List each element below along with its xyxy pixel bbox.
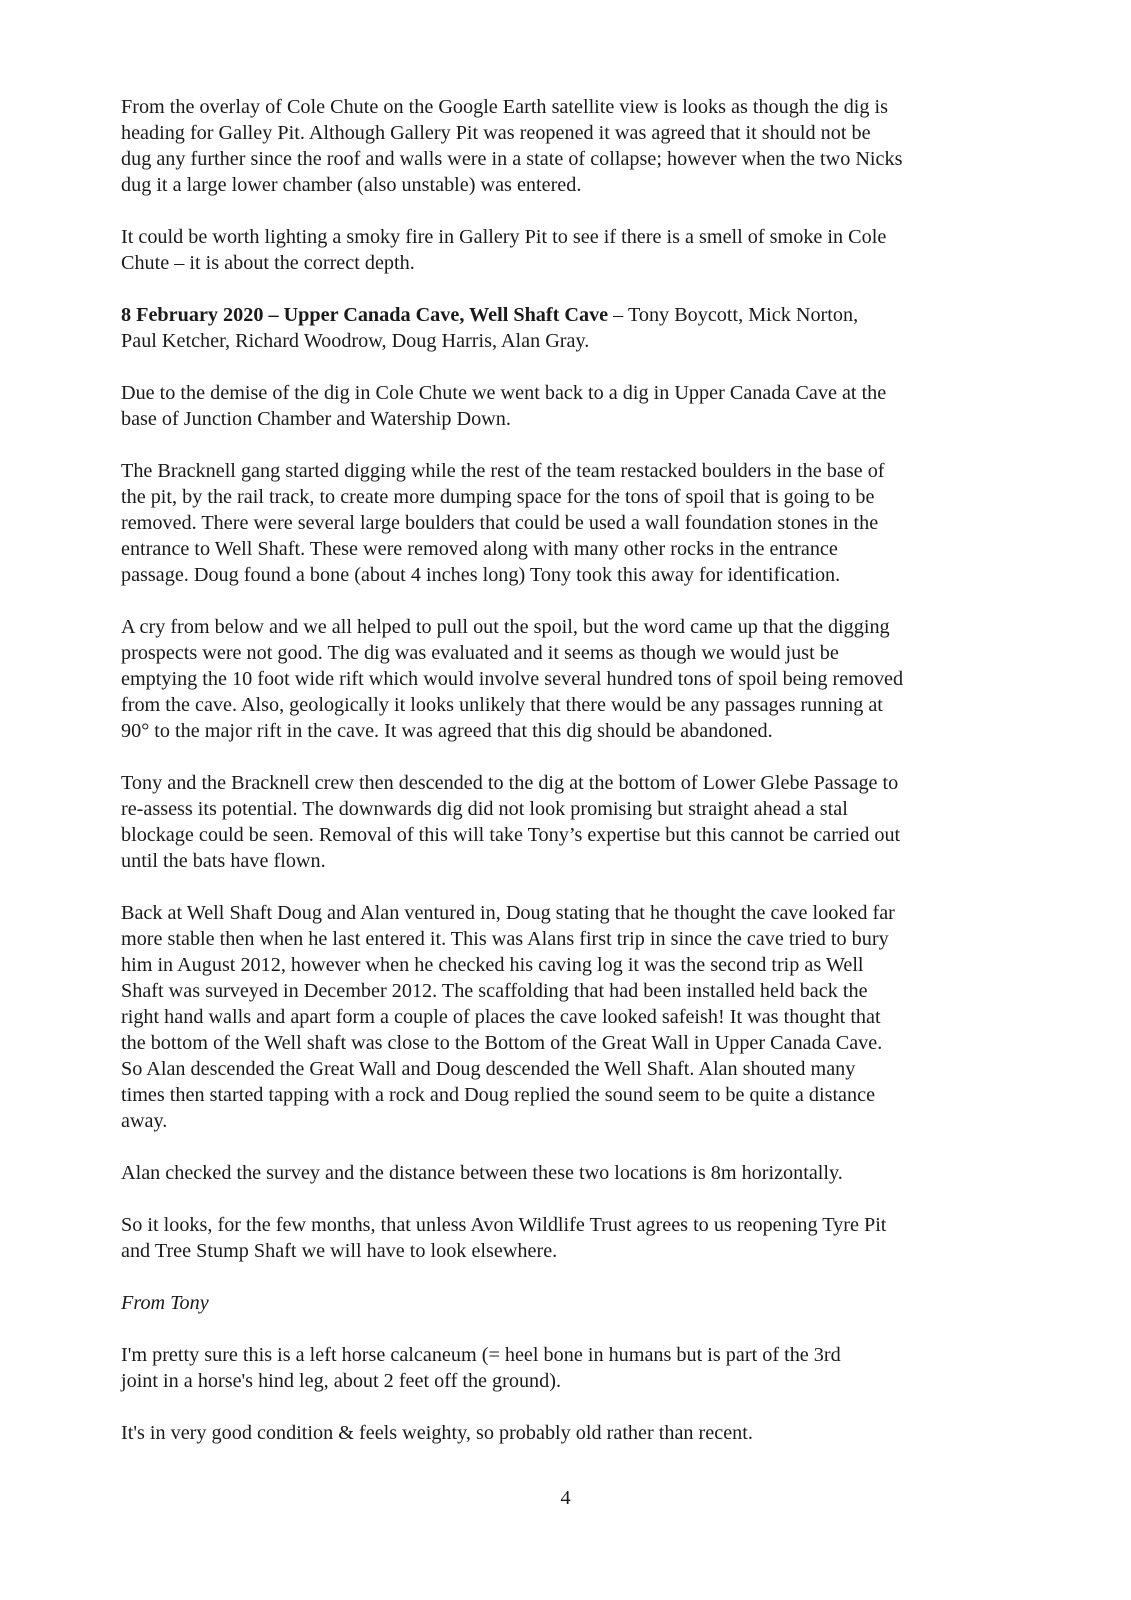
paragraph-well-shaft: Back at Well Shaft Doug and Alan ventured in, Doug stating that he thought the cave looked far more stable then when he last entered it. This was Alans first trip in since the cave tried to bury him in August 2012, however when he checked his caving log it was the second trip as Well Shaft was surveyed in December 2012. The scaffolding that had been installed held back the right hand walls and apart form a couple of places the cave looked safeish! It was thought that the bottom of the Well shaft was close to the Bottom of the Great Wall in Upper Canada Cave. So Alan descended the Great Wall and Doug descended the Well Shaft. Alan shouted many times then started tapping with a rock and Doug replied the sound seem to be quite a distance away.: [121, 902, 895, 1132]
paragraph-bone-condition: It's in very good condition & feels weighty, so probably old rather than recent.: [121, 1422, 753, 1444]
document-body: [121, 94, 1001, 1472]
paragraph-survey-distance: Alan checked the survey and the distance between these two locations is 8m horizontally.: [121, 1162, 843, 1184]
entry-attendees: – Tony Boycott, Mick Norton, Paul Ketcher, Richard Woodrow, Doug Harris, Alan Gray.: [121, 304, 859, 352]
paragraph-horse-calcaneum: I'm pretty sure this is a left horse calcaneum (= heel bone in humans but is part of the 3rd joint in a horse's hind leg, about 2 feet off the ground).: [121, 1344, 841, 1392]
from-tony-heading: From Tony: [121, 1292, 209, 1314]
paragraph-bracknell-gang: The Bracknell gang started digging while the rest of the team restacked boulders in the base of the pit, by the rail track, to create more dumping space for the tons of spoil that is going to be removed. There were several large boulders that could be used a wall foundation stones in the entrance to Well Shaft. These were removed along with many other rocks in the entrance passage. Doug found a bone (about 4 inches long) Tony took this away for identification.: [121, 460, 885, 586]
paragraph-smoky-fire: It could be worth lighting a smoky fire in Gallery Pit to see if there is a smell of smoke in Cole Chute – it is about the correct depth.: [121, 226, 887, 274]
entry-header: [121, 302, 1001, 354]
paragraph-look-elsewhere: So it looks, for the few months, that unless Avon Wildlife Trust agrees to us reopening Tyre Pit and Tree Stump Shaft we will have to look elsewhere.: [121, 1214, 887, 1262]
page-number: 4: [560, 1487, 571, 1509]
entry-heading: 8 February 2020 – Upper Canada Cave, Well Shaft Cave: [121, 304, 609, 326]
paragraph-dig-evaluated: A cry from below and we all helped to pull out the spoil, but the word came up that the digging prospects were not good. The dig was evaluated and it seems as though we would just be emptying the 10 foot wide rift which would involve several hundred tons of spoil being removed from the cave. Also, geologically it looks unlikely that there would be any passages running at 90° to the major rift in the cave. It was agreed that this dig should be abandoned.: [121, 616, 904, 742]
paragraph-gallery-pit: From the overlay of Cole Chute on the Google Earth satellite view is looks as though the dig is heading for Galley Pit. Although Gallery Pit was reopened it was agreed that it should not be dug any further since the roof and walls were in a state of collapse; however when the two Nicks dug it a large lower chamber (also unstable) was entered.: [121, 96, 903, 196]
paragraph-lower-glebe: Tony and the Bracknell crew then descended to the dig at the bottom of Lower Glebe Passage to re-assess its potential. The downwards dig did not look promising but straight ahead a stal blockage could be seen. Removal of this will take Tony’s expertise but this cannot be carried out until the bats have flown.: [121, 772, 901, 872]
paragraph-upper-canada-dig: Due to the demise of the dig in Cole Chute we went back to a dig in Upper Canada Cave at the base of Junction Chamber and Watership Down.: [121, 382, 887, 430]
